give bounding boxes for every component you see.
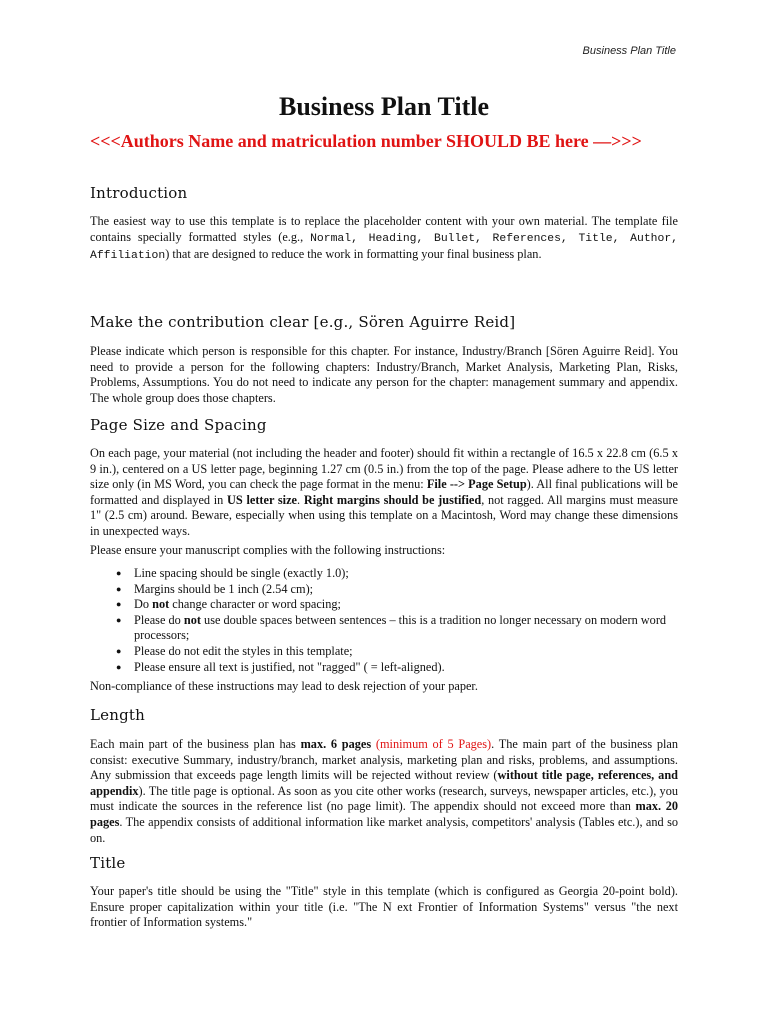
heading-contribution: Make the contribution clear [e.g., Sören Aguirre Reid] bbox=[90, 313, 516, 331]
intro-paragraph bbox=[90, 214, 678, 265]
page-size-bold-letter: US letter size bbox=[227, 492, 298, 507]
list-text: change character or word spacing; bbox=[169, 597, 341, 612]
list-item: ● Please ensure all text is justified, not "ragged" ( = left-aligned). bbox=[90, 660, 678, 676]
length-bold-exclusions: without title page, references, and appendix bbox=[90, 768, 678, 798]
instructions-list bbox=[90, 566, 678, 675]
non-compliance-note: Non-compliance of these instructions may lead to desk rejection of your paper. bbox=[90, 679, 478, 693]
document-title: Business Plan Title bbox=[279, 92, 489, 121]
length-text-a: Each main part of the business plan has bbox=[90, 737, 301, 751]
list-item: ● Please do not edit the styles in this template; bbox=[90, 644, 678, 660]
heading-page-size: Page Size and Spacing bbox=[90, 416, 267, 434]
list-item: ● Margins should be 1 inch (2.54 cm); bbox=[90, 582, 678, 598]
list-item bbox=[90, 613, 678, 644]
running-header: Business Plan Title bbox=[582, 45, 676, 57]
list-text: Please do bbox=[134, 612, 184, 627]
page-size-text-c: ). All final publications will be formatted and displayed in bbox=[90, 477, 678, 507]
instructions-intro: Please ensure your manuscript complies with the following instructions: bbox=[90, 543, 446, 557]
title-paragraph: Your paper's title should be using the "Title" style in this template (which is configured as Georgia 20-point bold). Ensure proper capitalization within your title (i.e. "The N ext Frontier of Information Systems" versus "the next frontier of Information systems." bbox=[90, 884, 678, 930]
heading-introduction: Introduction bbox=[90, 184, 188, 202]
intro-style-names: Normal, Heading, Bullet, References, Title, Author, Affiliation bbox=[90, 232, 678, 263]
contribution-paragraph: Please indicate which person is responsible for this chapter. For instance, Industry/Branch [Sören Aguirre Reid]. You need to provide a person for the following chapters: Industry/Branch, Market Analysis, Marketing Plan, Risks, Problems, Assumptions. You do not need to indicate any person for the chapter: management summary and appendix. The whole group does those chapters. bbox=[90, 344, 678, 405]
page-size-bold-margins: Right margins should be justified bbox=[303, 492, 482, 507]
length-text-c: . The main part of the business plan consist: executive Summary, industry/branch, market analysis, marketing plan and risks, problems, and assumptions. Any submission that exceeds page length limits will be rejected without review ( bbox=[90, 737, 678, 783]
list-text: use double spaces between sentences – this is a tradition no longer necessary on modern word processors; bbox=[134, 612, 667, 643]
length-bold-appendix: max. 20 pages bbox=[90, 799, 678, 829]
list-bold: not bbox=[152, 597, 170, 612]
intro-text-a: The easiest way to use this template is to replace the placeholder content with your own material. The template file contains specially formatted styles (e.g., bbox=[90, 214, 678, 244]
page-size-text-d: . bbox=[297, 492, 304, 507]
length-bold-max: max. 6 pages bbox=[300, 737, 372, 751]
length-paragraph bbox=[90, 737, 678, 846]
list-item: ● Line spacing should be single (exactly 1.0); bbox=[90, 566, 678, 582]
intro-text-b: ) that are designed to reduce the work in formatting your final business plan. bbox=[165, 247, 542, 262]
length-text-e: . The appendix consists of additional information like market analysis, competitors' analysis (Tables etc.), and so on. bbox=[90, 814, 678, 845]
page-size-paragraph bbox=[90, 446, 678, 540]
heading-title: Title bbox=[90, 854, 126, 872]
page-size-bold-menu: File --> Page Setup bbox=[426, 477, 527, 492]
length-text-d: ). The title page is optional. As soon as you cite other works (research, surveys, newspaper articles, etc.), you must indicate the sources in the reference list (no page limit). The appendix should not exceed more than bbox=[90, 783, 678, 814]
list-item bbox=[90, 597, 678, 613]
authors-placeholder: <<<Authors Name and matriculation number SHOULD BE here —>>> bbox=[90, 131, 642, 151]
page-size-text-e: , not ragged. All margins must measure 1" (2.5 cm) around. Beware, especially when using this template on a Macintosh, Word may change these dimensions in unexpected ways. bbox=[90, 492, 679, 538]
heading-length: Length bbox=[90, 706, 145, 724]
list-bold: not bbox=[183, 612, 201, 627]
length-minimum-note: (minimum of 5 Pages) bbox=[375, 737, 492, 751]
list-text: Do bbox=[134, 597, 153, 612]
page-size-text-a: On each page, your material (not including the header and footer) should fit within a rectangle of 16.5 x 22.8 cm (6.5 x 9 in.), centered on a US letter page, beginning 1.27 cm (0.5 in.) from the top of the page. Please adhere to the US letter size only (in MS Word, you can check the page format in the menu: bbox=[90, 446, 678, 492]
